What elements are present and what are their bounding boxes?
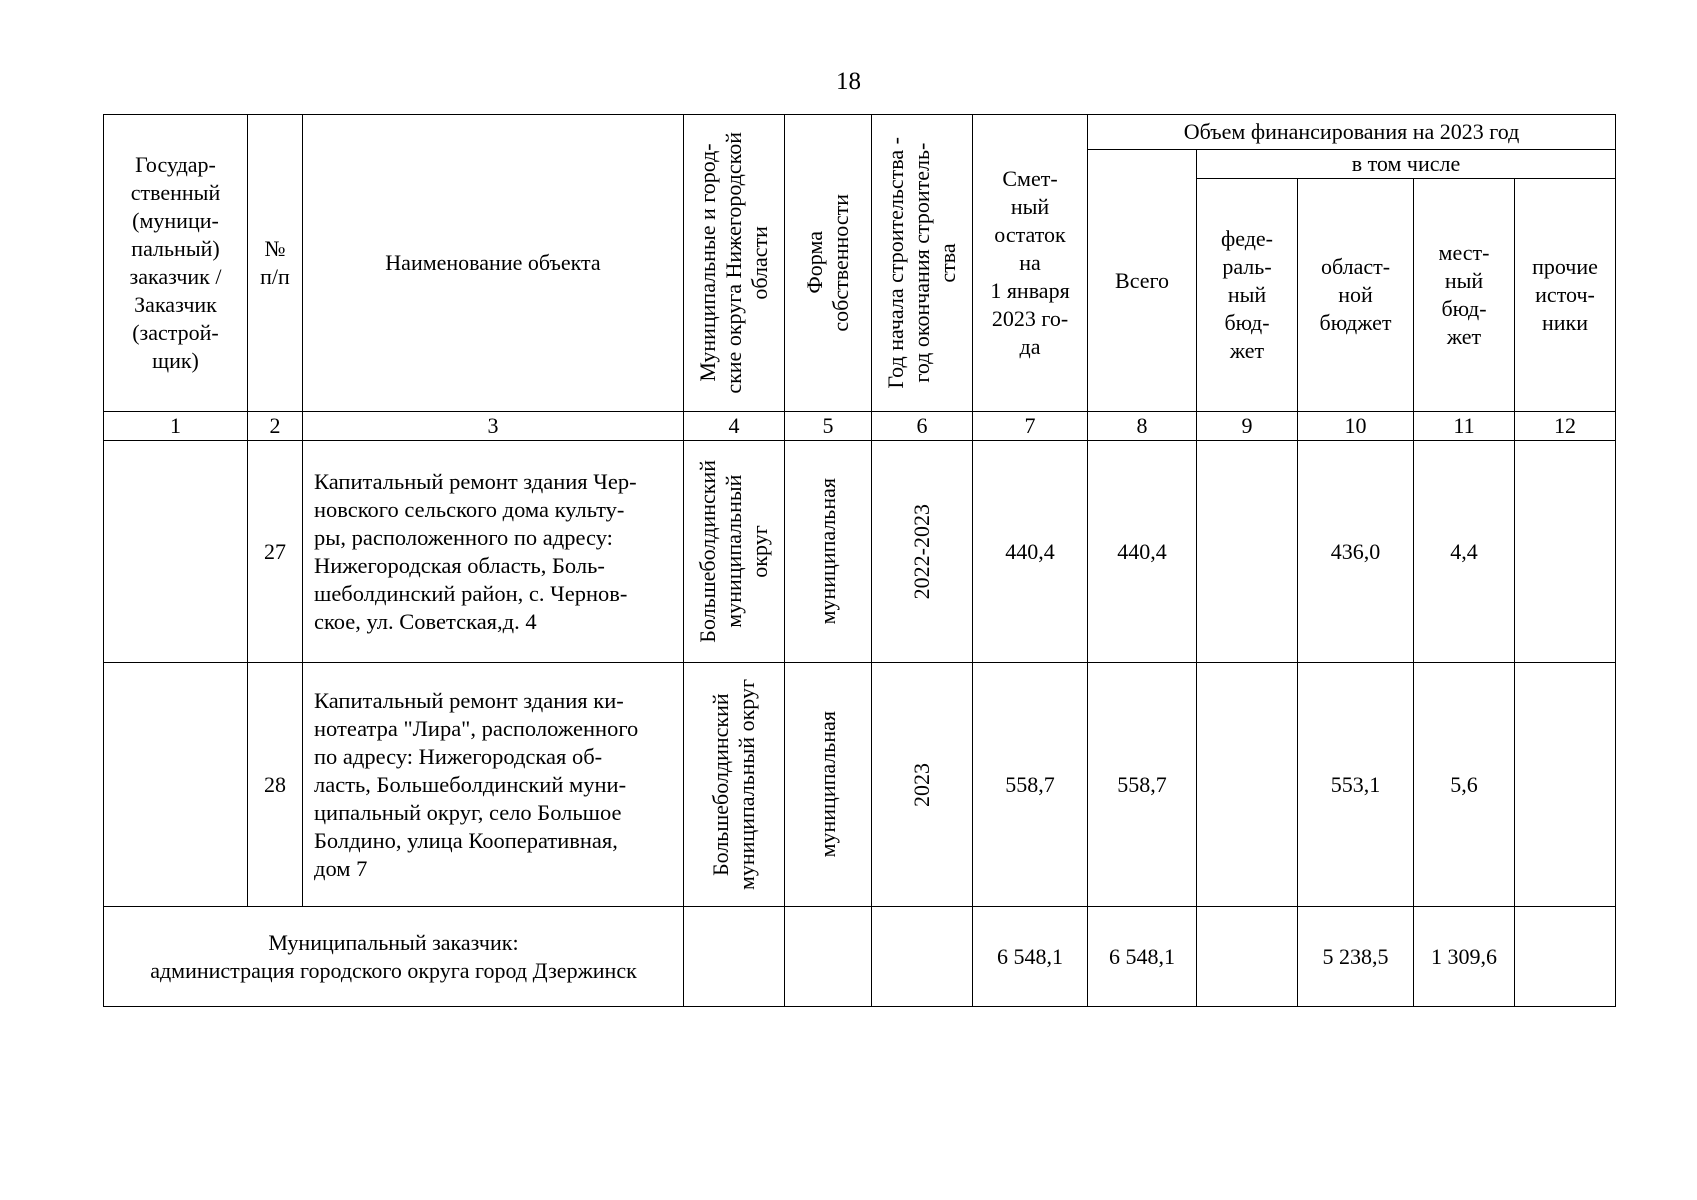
row-object-name-line: новского сельского дома культу- [314,496,625,522]
row-local: 4,4 [1414,441,1515,663]
header-including: в том числе [1197,150,1616,179]
row-object-name-line: Болдино, улица Кооперативная, [314,827,618,853]
row-object-name-line: Капитальный ремонт здания Чер- [314,468,637,494]
row-number: 28 [248,663,303,907]
summary-label-line: администрация городского округа город Дзержинск [150,957,637,983]
header-other [1515,179,1616,412]
header-customer-line: (застрой- [132,320,219,345]
row-district-line: округ [747,525,772,578]
summary-row [104,907,1616,1007]
header-ownership-line: Форма [802,231,827,295]
header-customer-line: ственный [130,180,221,205]
header-regional-line: област- [1320,254,1391,279]
row-estimate: 558,7 [973,663,1088,907]
summary-other [1515,907,1616,1007]
row-object-name-line: дом 7 [314,855,368,881]
row-years [872,663,973,907]
row-estimate: 440,4 [973,441,1088,663]
header-local-line: бюд- [1441,296,1487,321]
row-other [1515,663,1616,907]
row-district-text [708,679,760,890]
header-district-line: ские округа Нижегородской [721,132,746,394]
column-numbers-row [104,412,1616,441]
page-number: 18 [836,68,861,95]
header-years-text [883,137,961,389]
header-estimate-line: ный [1010,194,1050,219]
row-district-text [695,460,773,643]
summary-years [872,907,973,1007]
header-number-line: п/п [260,264,290,289]
header-federal-line: бюд- [1224,310,1270,335]
header-district-line: Муниципальные и город- [695,143,720,383]
header-estimate-line: Смет- [1002,166,1058,191]
row-district-line: Большеболдинский [695,460,720,643]
header-total: Всего [1088,150,1197,412]
column-number: 6 [872,412,973,441]
row-object-name-line: Капитальный ремонт здания ки- [314,687,624,713]
summary-total: 6 548,1 [1088,907,1197,1007]
header-other-line: прочие [1532,254,1598,279]
row-ownership [785,441,872,663]
row-object-name [303,663,684,907]
column-number: 12 [1515,412,1616,441]
row-object-name-line: ципальный округ, село Большое [314,799,622,825]
column-number: 11 [1414,412,1515,441]
row-years-text: 2022-2023 [909,503,934,600]
row-district [684,663,785,907]
header-federal [1197,179,1298,412]
row-ownership [785,663,872,907]
row-ownership-text: муниципальная [815,711,840,858]
header-ownership [785,115,872,412]
column-number: 3 [303,412,684,441]
header-regional [1298,179,1414,412]
row-federal [1197,441,1298,663]
header-financing: Объем финансирования на 2023 год [1088,115,1616,150]
row-district-line: Большеболдинский [708,693,733,876]
column-number: 1 [104,412,248,441]
row-customer [104,663,248,907]
header-years-line: год окончания строитель- [909,143,934,384]
row-object-name-line: ласть, Большеболдинский муни- [314,771,627,797]
header-federal-line: жет [1229,338,1265,363]
header-local-line: ный [1444,268,1484,293]
header-local-line: жет [1446,324,1482,349]
row-years-text: 2023 [909,762,934,807]
header-district-line: области [747,226,772,300]
header-number-line: № [264,236,286,261]
header-ownership-text [802,194,854,332]
summary-ownership [785,907,872,1007]
header-customer-line: пальный) [131,236,220,261]
header-ownership-line: собственности [828,194,853,332]
row-object-name-line: по адресу: Нижегородская об- [314,743,603,769]
header-district [684,115,785,412]
row-object-name-line: шеболдинский район, с. Чернов- [314,580,628,606]
row-customer [104,441,248,663]
header-customer-line: щик) [152,348,199,373]
summary-label-line: Муниципальный заказчик: [268,929,519,955]
table-row [104,441,1616,663]
header-customer-line: заказчик / [129,264,222,289]
financing-table [103,114,1616,1007]
header-estimate-line: 2023 го- [991,306,1069,331]
header-estimate [973,115,1088,412]
header-regional-line: ной [1338,282,1373,307]
column-number: 9 [1197,412,1298,441]
row-object-name-line: ры, расположенного по адресу: [314,524,613,550]
column-number: 8 [1088,412,1197,441]
header-federal-line: раль- [1222,254,1272,279]
summary-local: 1 309,6 [1414,907,1515,1007]
row-federal [1197,663,1298,907]
header-customer [104,115,248,412]
row-object-name-line: ское, ул. Советская,д. 4 [314,608,537,634]
row-object-name-line: нотеатра "Лира", расположенного [314,715,639,741]
summary-estimate: 6 548,1 [973,907,1088,1007]
header-object-name: Наименование объекта [303,115,684,412]
header-local [1414,179,1515,412]
header-estimate-line: да [1019,334,1041,359]
column-number: 4 [684,412,785,441]
header-estimate-line: 1 января [990,278,1070,303]
header-years-line: ства [935,243,960,283]
header-customer-line: Заказчик [134,292,217,317]
row-number: 27 [248,441,303,663]
row-district-line: муниципальный [721,474,746,629]
row-years [872,441,973,663]
header-other-line: источ- [1535,282,1595,307]
summary-label [104,907,684,1007]
header-years [872,115,973,412]
header-years-line: Год начала строительства - [883,137,908,389]
header-federal-line: феде- [1220,226,1273,251]
header-customer-line: Государ- [135,152,216,177]
header-estimate-line: остаток [994,222,1066,247]
header-local-line: мест- [1438,240,1490,265]
row-regional: 436,0 [1298,441,1414,663]
column-number: 5 [785,412,872,441]
header-federal-line: ный [1227,282,1267,307]
summary-district [684,907,785,1007]
column-number: 10 [1298,412,1414,441]
row-district-line: муниципальный округ [734,678,759,890]
row-ownership-text: муниципальная [815,478,840,625]
table-row [104,663,1616,907]
row-regional: 553,1 [1298,663,1414,907]
row-object-name-line: Нижегородская область, Боль- [314,552,605,578]
row-total: 558,7 [1088,663,1197,907]
header-regional-line: бюджет [1319,310,1392,335]
row-total: 440,4 [1088,441,1197,663]
header-estimate-line: на [1019,250,1041,275]
summary-regional: 5 238,5 [1298,907,1414,1007]
header-customer-line: (муници- [132,208,219,233]
row-other [1515,441,1616,663]
column-number: 7 [973,412,1088,441]
row-district [684,441,785,663]
header-district-text [695,132,773,394]
header-other-line: ники [1542,310,1589,335]
header-number [248,115,303,412]
summary-federal [1197,907,1298,1007]
row-object-name [303,441,684,663]
column-number: 2 [248,412,303,441]
row-local: 5,6 [1414,663,1515,907]
